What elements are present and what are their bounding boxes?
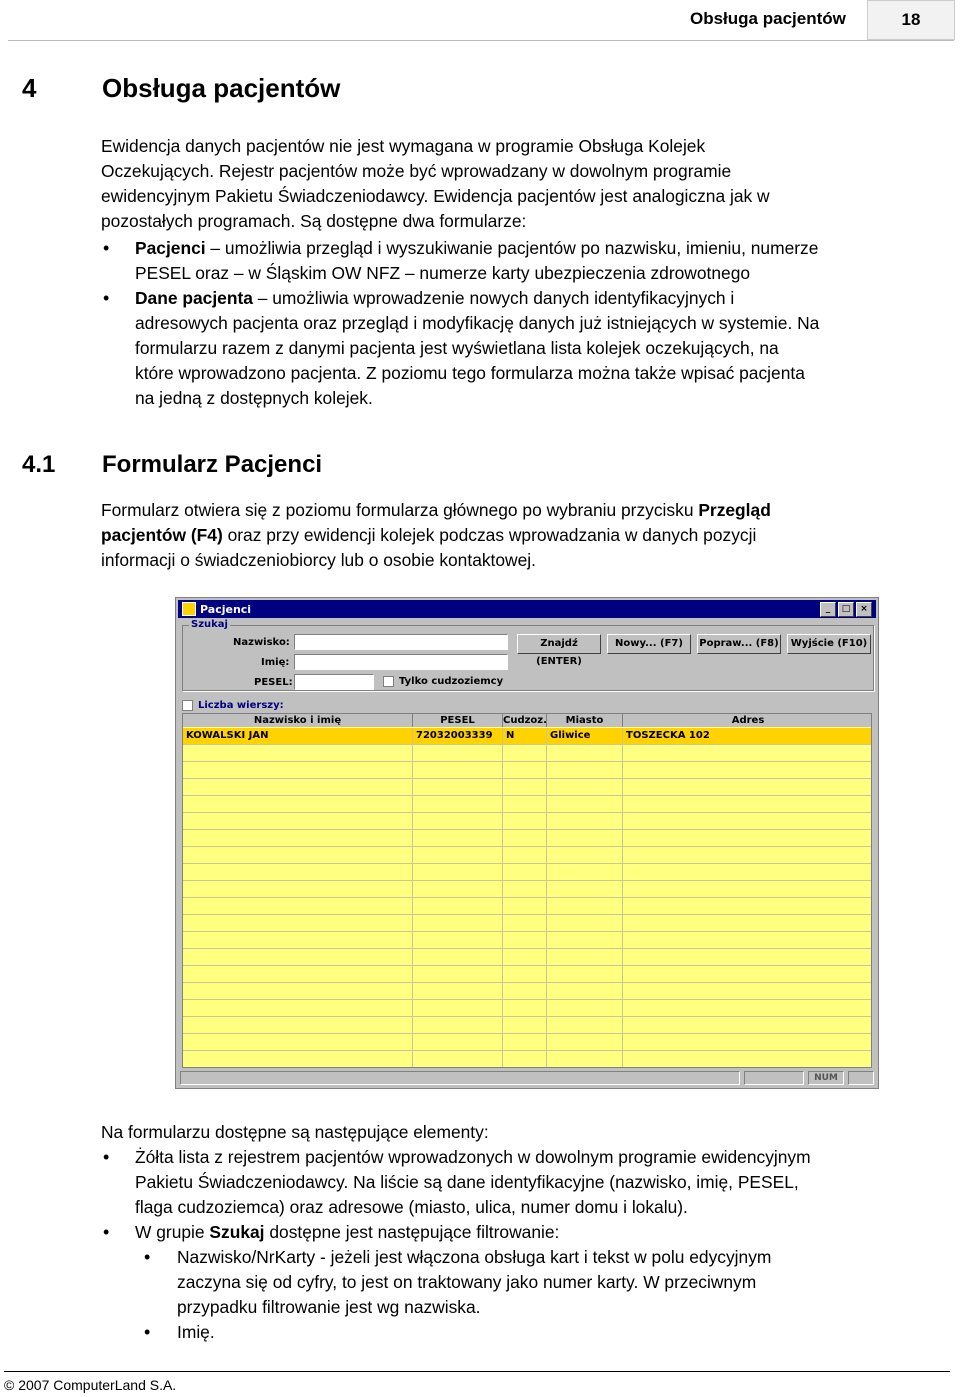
term-bold: Pacjenci	[135, 238, 206, 258]
table-row[interactable]	[183, 728, 871, 745]
footer-copyright: © 2007 ComputerLand S.A.	[4, 1377, 177, 1393]
empty-cell	[547, 1017, 623, 1034]
list-text: przypadku filtrowanie jest wg nazwiska.	[177, 1297, 481, 1317]
empty-cell	[623, 881, 872, 898]
empty-cell	[623, 983, 872, 1000]
status-bar	[180, 1071, 874, 1085]
column-header[interactable]: Adres	[731, 715, 765, 726]
empty-cell	[503, 949, 547, 966]
empty-cell	[183, 813, 413, 830]
empty-cell	[413, 1034, 503, 1051]
empty-cell	[503, 915, 547, 932]
section-number: 4.1	[22, 451, 56, 478]
empty-cell	[183, 949, 413, 966]
list-text: dostępne jest następujące filtrowanie:	[264, 1222, 560, 1242]
list-text: – umożliwia przegląd i wyszukiwanie pacjentów po nazwisku, imieniu, numerze	[205, 238, 819, 258]
empty-cell	[183, 1017, 413, 1034]
intro-line: Ewidencja danych pacjentów nie jest wymagana w programie Obsługa Kolejek	[101, 136, 706, 156]
name-label: Imię:	[261, 657, 290, 668]
empty-cell	[547, 898, 623, 915]
list-text: PESEL oraz – w Śląskim OW NFZ – numerze karty ubezpieczenia zdrowotnego	[135, 263, 751, 283]
empty-cell	[183, 881, 413, 898]
empty-cell	[183, 830, 413, 847]
empty-cell	[623, 915, 872, 932]
header-divider	[8, 40, 954, 41]
empty-cell	[183, 932, 413, 949]
close-icon[interactable]: ×	[856, 602, 872, 617]
intro-line: pozostałych programach. Są dostępne dwa formularze:	[101, 211, 527, 231]
empty-cell	[503, 813, 547, 830]
list-item	[101, 236, 818, 286]
cell-city: Gliwice	[547, 728, 623, 745]
empty-cell	[623, 762, 872, 779]
empty-row	[183, 796, 871, 813]
empty-cell	[547, 932, 623, 949]
empty-row	[183, 898, 871, 915]
empty-cell	[547, 1000, 623, 1017]
list-text: flaga cudzoziemca) oraz adresowe (miasto, ulica, numer domu i lokalu).	[135, 1197, 688, 1217]
empty-cell	[503, 1051, 547, 1068]
list-item	[101, 286, 819, 411]
bullet-icon: •	[144, 1322, 151, 1342]
surname-input[interactable]	[294, 634, 508, 650]
list-text: na jedną z dostępnych kolejek.	[135, 388, 373, 408]
window-titlebar[interactable]	[178, 600, 876, 618]
list-text: Pakietu Świadczeniodawcy. Na liście są dane identyfikacyjne (nazwisko, imię, PESEL,	[135, 1172, 799, 1192]
empty-cell	[503, 881, 547, 898]
para-bold: pacjentów (F4)	[101, 525, 223, 545]
section-heading	[22, 451, 322, 479]
empty-cell	[413, 745, 503, 762]
empty-cell	[623, 1000, 872, 1017]
empty-cell	[623, 1034, 872, 1051]
empty-cell	[623, 1017, 872, 1034]
list-text: Żółta lista z rejestrem pacjentów wprowadzonych w dowolnym programie ewidencyjnym	[135, 1147, 811, 1167]
maximize-icon[interactable]: □	[838, 602, 854, 617]
empty-cell	[547, 1051, 623, 1068]
section-title: Formularz Pacjenci	[102, 451, 323, 478]
empty-cell	[503, 762, 547, 779]
cell-address: TOSZECKA 102	[626, 730, 710, 741]
cell-pesel: 72032003339	[413, 728, 503, 745]
empty-cell	[413, 932, 503, 949]
list-text: adresowych pacjenta oraz przegląd i modyfikację danych już istniejących w systemie. Na	[135, 313, 820, 333]
para-bold: Przegląd	[698, 500, 771, 520]
para-text: Formularz otwiera się z poziomu formularza głównego po wybraniu przycisku	[101, 500, 699, 520]
empty-cell	[547, 745, 623, 762]
cell-name: KOWALSKI JAN	[183, 728, 413, 745]
intro-paragraph	[101, 134, 770, 234]
page-number: 18	[867, 0, 955, 40]
status-num: NUM	[808, 1071, 844, 1085]
empty-cell	[503, 745, 547, 762]
name-input[interactable]	[294, 654, 508, 670]
empty-row	[183, 881, 871, 898]
empty-cell	[503, 1034, 547, 1051]
empty-cell	[623, 949, 872, 966]
empty-cell	[183, 1051, 413, 1068]
empty-cell	[503, 932, 547, 949]
empty-cell	[183, 983, 413, 1000]
empty-cell	[413, 847, 503, 864]
column-header[interactable]: PESEL	[413, 714, 503, 727]
empty-cell	[547, 864, 623, 881]
empty-cell	[413, 949, 503, 966]
empty-cell	[547, 830, 623, 847]
list-text: zaczyna się od cyfry, to jest on traktowany jako numer karty. W przeciwnym	[177, 1272, 757, 1292]
list-text: Nazwisko/NrKarty - jeżeli jest włączona obsługa kart i tekst w polu edycyjnym	[177, 1247, 772, 1267]
column-header[interactable]: Nazwisko i imię	[183, 714, 413, 727]
term-bold: Szukaj	[209, 1222, 265, 1242]
empty-cell	[547, 796, 623, 813]
surname-label: Nazwisko:	[233, 637, 290, 648]
empty-cell	[503, 864, 547, 881]
empty-cell	[547, 881, 623, 898]
empty-cell	[183, 1000, 413, 1017]
empty-row	[183, 813, 871, 830]
empty-row	[183, 779, 871, 796]
empty-cell	[623, 1051, 872, 1068]
column-header[interactable]: Miasto	[547, 714, 623, 727]
empty-cell	[623, 779, 872, 796]
empty-cell	[623, 830, 872, 847]
empty-cell	[183, 898, 413, 915]
row-count-label: Liczba wierszy:	[198, 700, 284, 711]
search-group-label: Szukaj	[191, 619, 228, 630]
empty-cell	[413, 881, 503, 898]
section-paragraph	[101, 498, 771, 573]
bullet-icon: •	[103, 1147, 110, 1167]
empty-cell	[183, 796, 413, 813]
chapter-title: Obsługa pacjentów	[102, 73, 341, 103]
empty-cell	[547, 915, 623, 932]
empty-row	[183, 847, 871, 864]
empty-cell	[413, 762, 503, 779]
empty-cell	[413, 898, 503, 915]
sub-list-item	[142, 1245, 771, 1320]
empty-cell	[547, 1034, 623, 1051]
empty-cell	[413, 796, 503, 813]
empty-row	[183, 932, 871, 949]
empty-cell	[503, 898, 547, 915]
empty-cell	[623, 796, 872, 813]
column-header[interactable]: Cudzoz.	[503, 715, 547, 726]
empty-row	[183, 830, 871, 847]
empty-cell	[623, 898, 872, 915]
pesel-label: PESEL:	[254, 677, 293, 688]
list-item	[101, 1145, 811, 1220]
status-panel	[848, 1071, 874, 1085]
list-item	[101, 1220, 559, 1245]
foreign-only-label: Tylko cudzoziemcy	[399, 676, 504, 687]
empty-cell	[503, 1000, 547, 1017]
empty-cell	[503, 1017, 547, 1034]
list-text: Imię.	[177, 1322, 215, 1342]
new-button[interactable]: Nowy... (F7)	[607, 634, 691, 654]
empty-cell	[183, 847, 413, 864]
empty-cell	[183, 966, 413, 983]
intro-line: ewidencyjnym Pakietu Świadczeniodawcy. Ewidencja pacjentów jest analogiczna jak w	[101, 186, 770, 206]
empty-cell	[623, 864, 872, 881]
footer-divider	[4, 1371, 950, 1372]
empty-cell	[503, 983, 547, 1000]
empty-cell	[183, 779, 413, 796]
empty-cell	[183, 1034, 413, 1051]
empty-cell	[623, 813, 872, 830]
empty-cell	[547, 847, 623, 864]
empty-row	[183, 949, 871, 966]
empty-cell	[183, 762, 413, 779]
elements-intro: Na formularzu dostępne są następujące elementy:	[101, 1122, 489, 1142]
empty-row	[183, 762, 871, 779]
status-panel	[180, 1071, 740, 1085]
empty-cell	[413, 830, 503, 847]
pesel-input[interactable]	[294, 674, 374, 690]
running-header-title: Obsługa pacjentów	[690, 9, 846, 28]
empty-cell	[547, 779, 623, 796]
patients-grid	[182, 713, 872, 1068]
empty-cell	[503, 966, 547, 983]
empty-row	[183, 1051, 871, 1068]
empty-cell	[183, 864, 413, 881]
empty-row	[183, 983, 871, 1000]
empty-cell	[183, 745, 413, 762]
empty-row	[183, 1000, 871, 1017]
empty-cell	[503, 847, 547, 864]
chapter-heading	[22, 73, 340, 104]
empty-cell	[413, 813, 503, 830]
intro-line: Oczekujących. Rejestr pacjentów może być wprowadzany w dowolnym programie	[101, 161, 732, 181]
empty-cell	[413, 864, 503, 881]
bullet-icon: •	[103, 288, 110, 308]
bullet-icon: •	[103, 1222, 110, 1242]
sub-list-item	[142, 1320, 215, 1345]
empty-cell	[623, 932, 872, 949]
empty-row	[183, 915, 871, 932]
window-title: Pacjenci	[200, 602, 252, 616]
edit-button[interactable]: Popraw... (F8)	[697, 634, 781, 654]
para-text: informacji o świadczeniobiorcy lub o osobie kontaktowej.	[101, 550, 536, 570]
grid-header	[183, 714, 871, 727]
empty-row	[183, 1034, 871, 1051]
empty-row	[183, 745, 871, 762]
empty-cell	[623, 745, 872, 762]
empty-cell	[413, 966, 503, 983]
empty-cell	[547, 966, 623, 983]
empty-cell	[413, 1017, 503, 1034]
empty-cell	[623, 966, 872, 983]
empty-cell	[413, 915, 503, 932]
empty-row	[183, 966, 871, 983]
bullet-icon: •	[144, 1247, 151, 1267]
empty-row	[183, 864, 871, 881]
row-count-checkbox[interactable]	[182, 700, 193, 711]
empty-cell	[503, 796, 547, 813]
term-bold: Dane pacjenta	[135, 288, 253, 308]
empty-cell	[503, 830, 547, 847]
window-controls	[820, 602, 872, 617]
empty-cell	[413, 1051, 503, 1068]
find-button[interactable]: Znajdź (ENTER)	[517, 634, 601, 654]
list-text: W grupie	[135, 1222, 210, 1242]
app-icon	[182, 602, 196, 616]
para-text: oraz przy ewidencji kolejek podczas wprowadzania w danych pozycji	[222, 525, 757, 545]
empty-cell	[413, 779, 503, 796]
chapter-number: 4	[22, 73, 37, 103]
status-panel	[744, 1071, 804, 1085]
empty-row	[183, 1017, 871, 1034]
foreign-only-checkbox[interactable]	[383, 676, 394, 687]
empty-cell	[547, 949, 623, 966]
exit-button[interactable]: Wyjście (F10)	[787, 634, 871, 654]
empty-cell	[183, 915, 413, 932]
pacjenci-window	[175, 597, 879, 1089]
empty-cell	[547, 762, 623, 779]
empty-cell	[547, 983, 623, 1000]
minimize-icon[interactable]: _	[820, 602, 836, 617]
cell-foreign: N	[503, 728, 547, 745]
list-text: które wprowadzono pacjenta. Z poziomu tego formularza można także wpisać pacjenta	[135, 363, 805, 383]
bullet-icon: •	[103, 238, 110, 258]
empty-cell	[503, 779, 547, 796]
empty-cell	[413, 983, 503, 1000]
empty-cell	[623, 847, 872, 864]
empty-cell	[547, 813, 623, 830]
search-group	[182, 619, 874, 691]
empty-cell	[413, 1000, 503, 1017]
list-text: formularzu razem z danymi pacjenta jest wyświetlana lista kolejek oczekujących, na	[135, 338, 779, 358]
list-text: – umożliwia wprowadzenie nowych danych identyfikacyjnych i	[252, 288, 735, 308]
